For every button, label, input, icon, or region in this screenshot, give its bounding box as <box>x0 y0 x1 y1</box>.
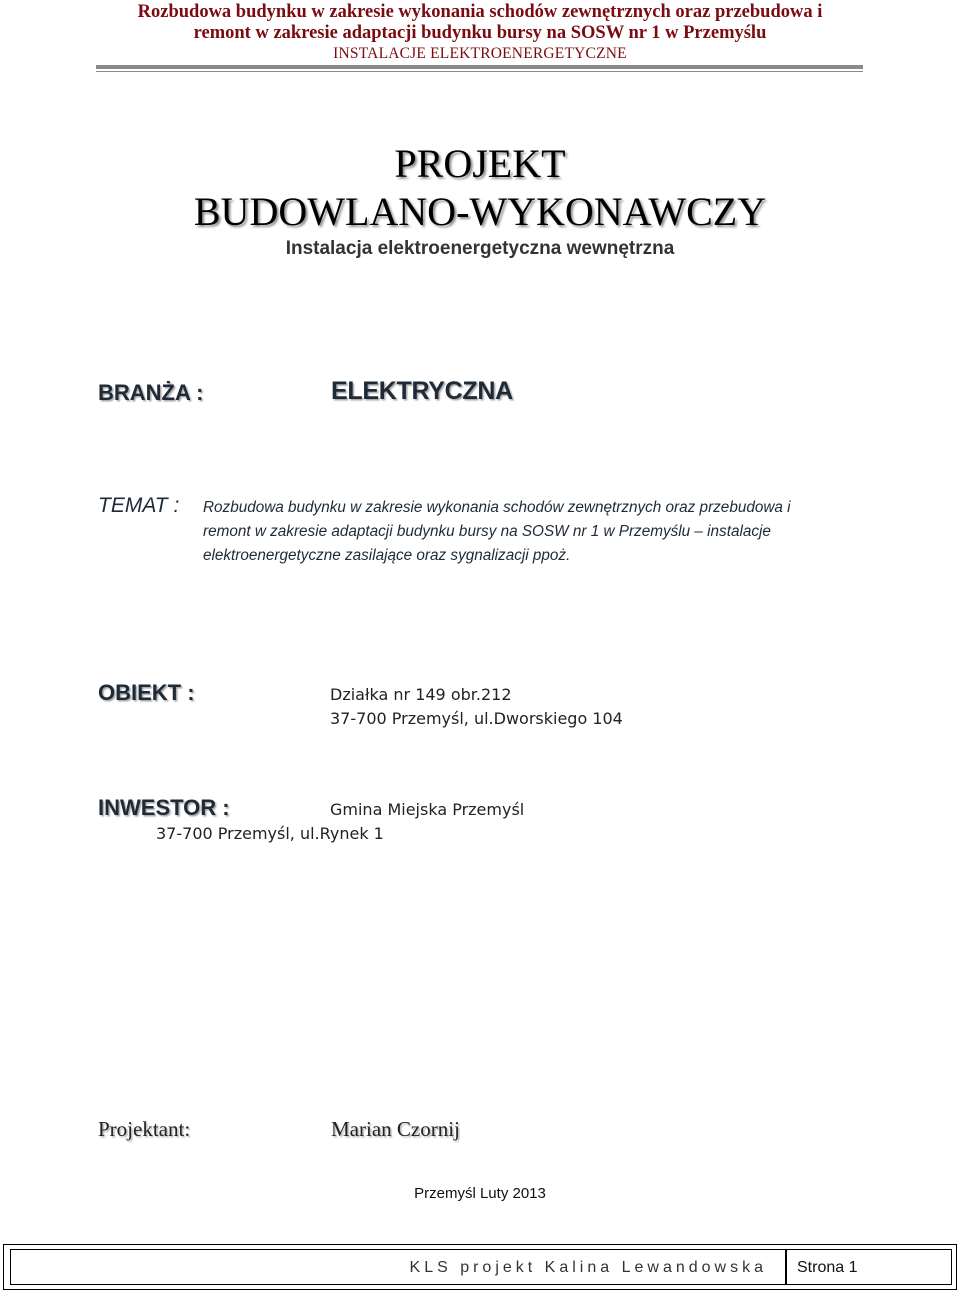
obiekt-line-2: 37-700 Przemyśl, ul.Dworskiego 104 <box>330 709 623 728</box>
inwestor-line-1: Gmina Miejska Przemyśl <box>330 800 525 819</box>
temat-line-1: Rozbudowa budynku w zakresie wykonania schodów zewnętrznych oraz przebudowa i <box>203 499 791 516</box>
page-number: Strona 1 <box>797 1259 858 1276</box>
projektant-label: Projektant: <box>98 1117 191 1141</box>
header-rule-thick <box>96 65 863 69</box>
branza-value: ELEKTRYCZNA <box>331 377 513 405</box>
footer-box <box>10 1249 952 1285</box>
header-title-line-2: remont w zakresie adaptacji budynku bursy na SOSW nr 1 w Przemyślu <box>193 23 767 43</box>
title-line-2: BUDOWLANO-WYKONAWCZY <box>193 189 767 234</box>
footer-divider <box>785 1249 787 1285</box>
header-rule-thin <box>96 71 863 72</box>
temat-label: TEMAT : <box>98 494 180 517</box>
projektant-name: Marian Czornij <box>331 1117 460 1141</box>
running-header <box>0 0 960 63</box>
title-line-1: PROJEKT <box>394 141 566 186</box>
temat-text <box>203 496 863 568</box>
footer-company: KLS projekt Kalina Lewandowska <box>409 1259 767 1276</box>
place-and-date: Przemyśl Luty 2013 <box>414 1185 546 1202</box>
document-subtitle: Instalacja elektroenergetyczna wewnętrzna <box>285 238 675 259</box>
inwestor-line-2: 37-700 Przemyśl, ul.Rynek 1 <box>156 824 384 843</box>
temat-line-3: elektroenergetyczne zasilające oraz sygnalizacji ppoż. <box>203 547 571 564</box>
temat-line-2: remont w zakresie adaptacji budynku bursy na SOSW nr 1 w Przemyślu – instalacje <box>203 523 771 540</box>
page-footer <box>3 1244 957 1290</box>
obiekt-line-1: Działka nr 149 obr.212 <box>330 685 512 704</box>
obiekt-label: OBIEKT : <box>98 680 195 705</box>
header-title-line-1: Rozbudowa budynku w zakresie wykonania schodów zewnętrznych oraz przebudowa i <box>137 2 823 22</box>
header-subtitle: INSTALACJE ELEKTROENERGETYCZNE <box>333 45 627 62</box>
branza-label: BRANŻA : <box>98 380 204 405</box>
inwestor-label: INWESTOR : <box>98 795 230 820</box>
